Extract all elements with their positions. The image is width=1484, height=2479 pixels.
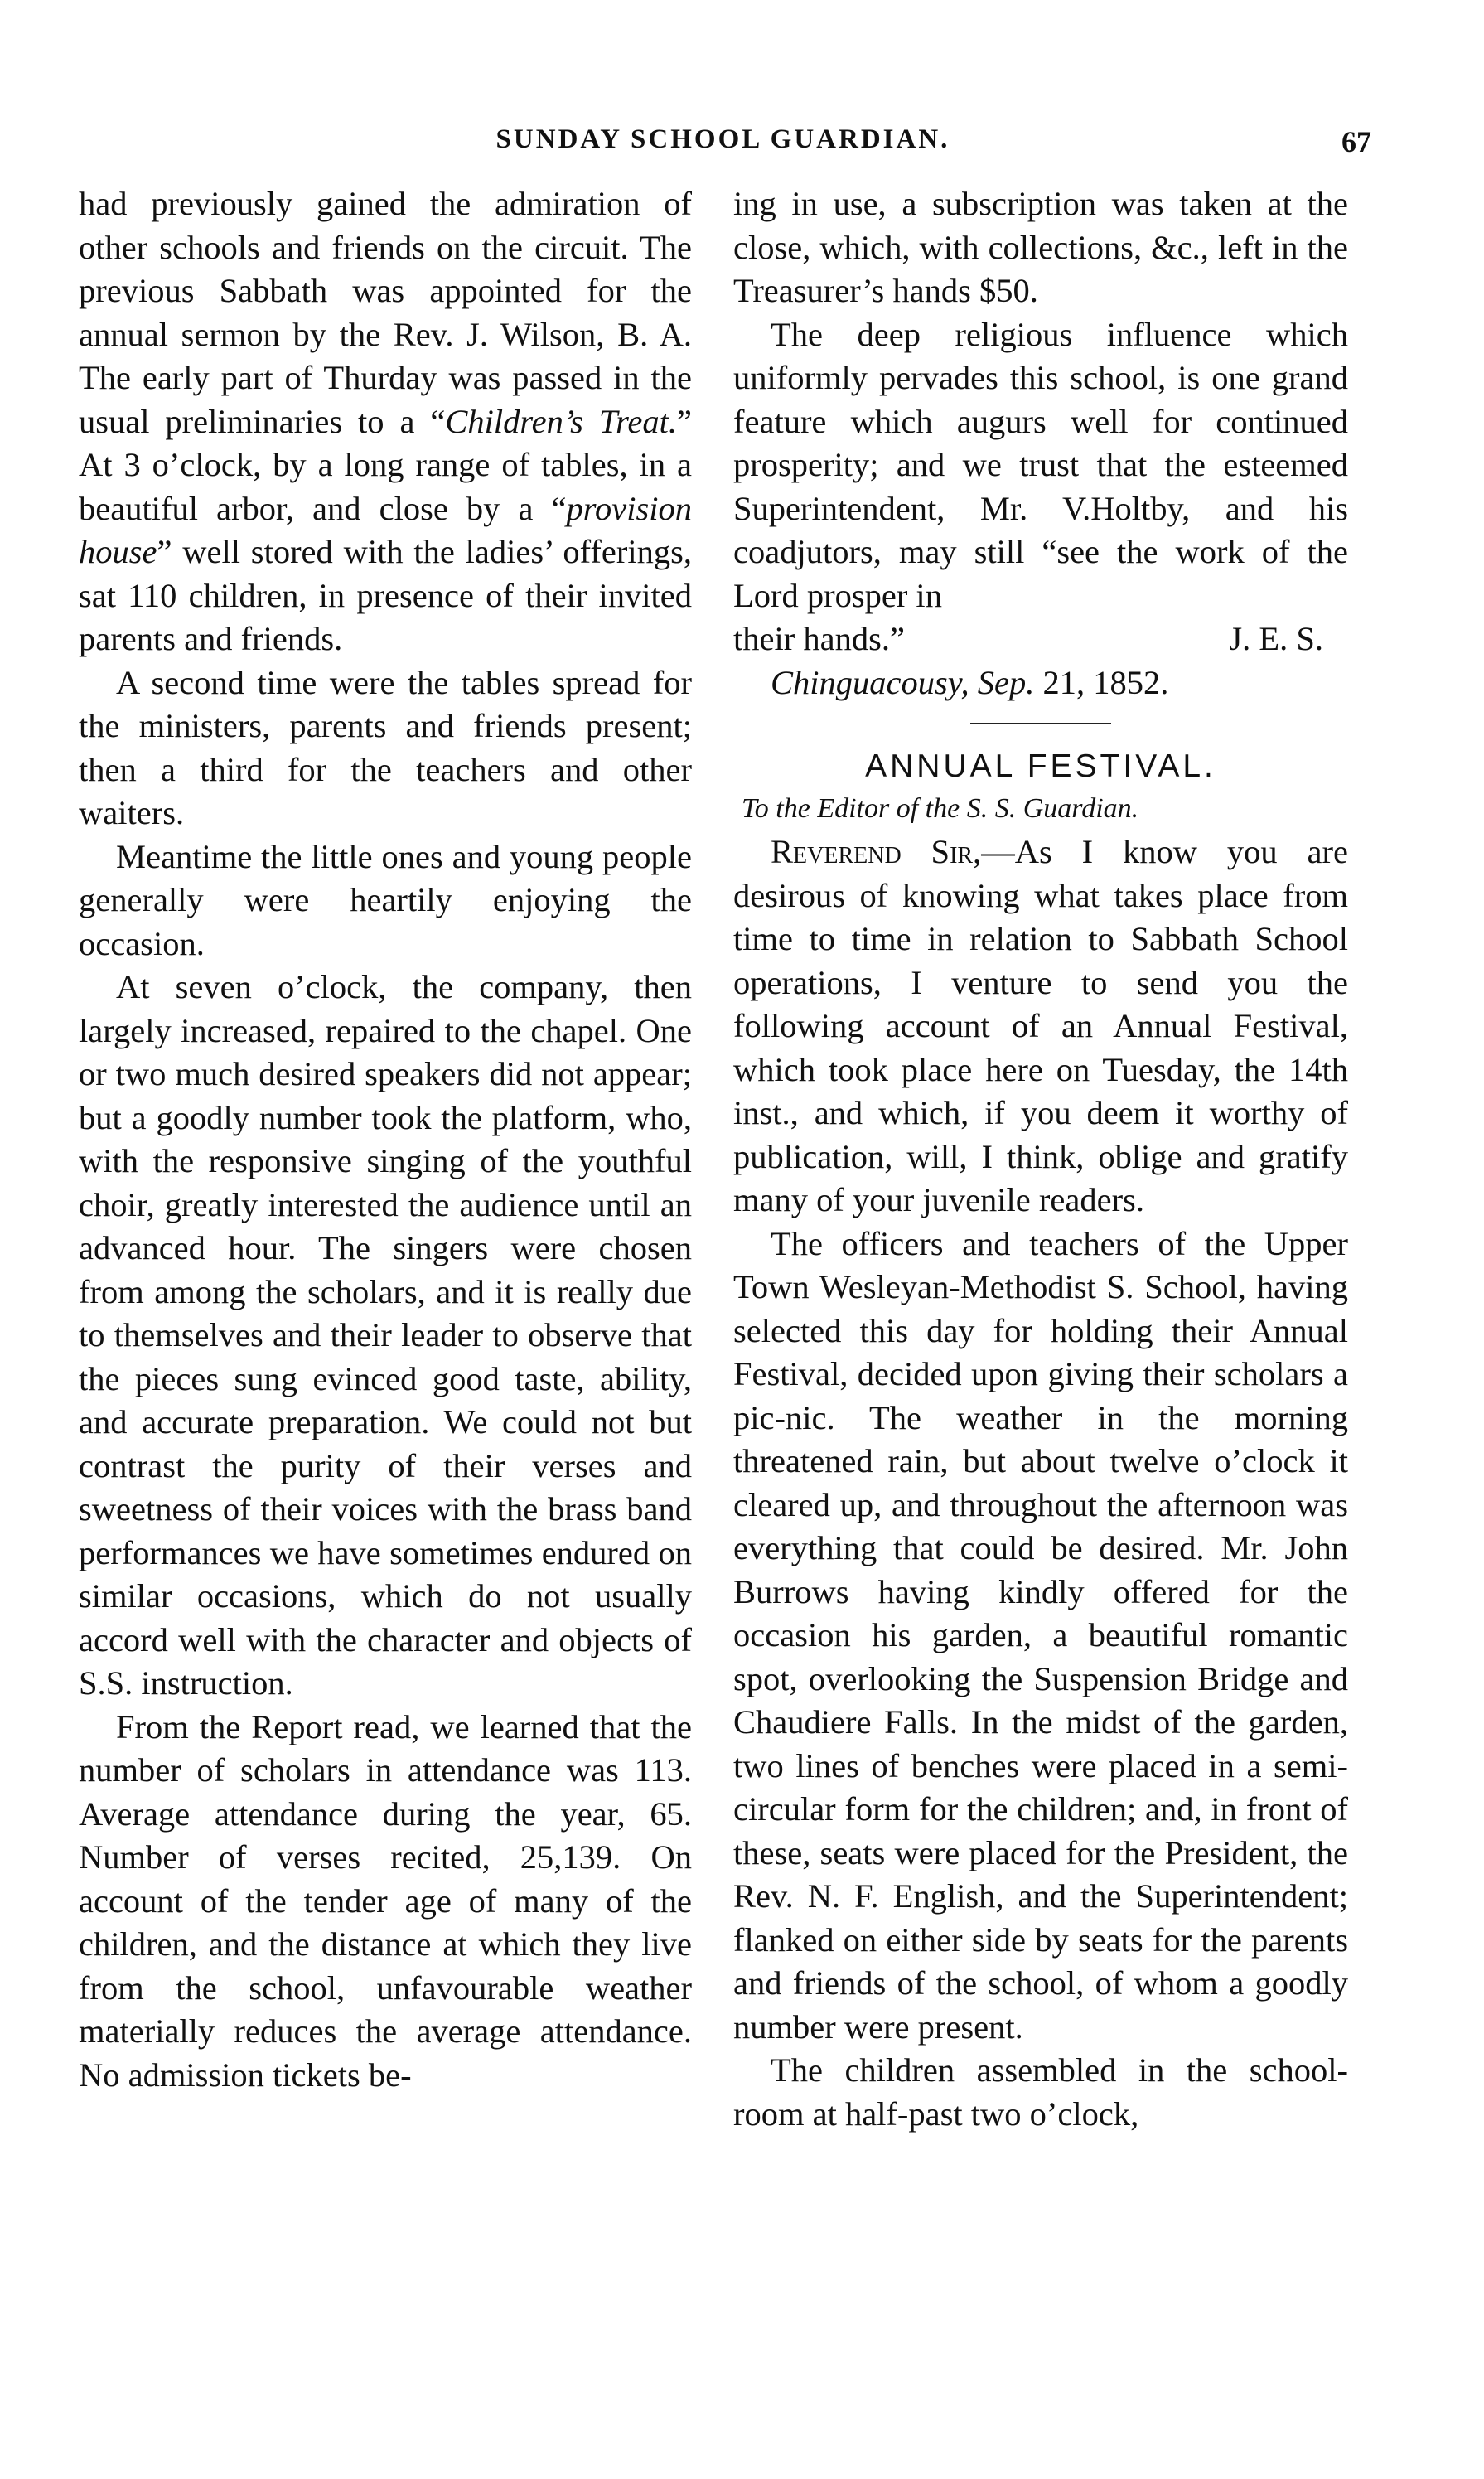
running-title: SUNDAY SCHOOL GUARDIAN. — [495, 124, 950, 154]
addressee-line: To the Editor of the S. S. Guardian. — [742, 793, 1139, 824]
paragraph: Reverend Sir,—As I know you are desirous of knowing what takes place from time to time in relation to Sabbath School operations, I venture to send you the following account of an Annual Festival, which took place here on Tuesday, the 14th inst., and which, if you deem it worthy of publication, will, I think, oblige and gratify many of your juvenile readers. — [733, 833, 1349, 1218]
paragraph: had previously gained the admiration of other schools and friends on the circuit. The previous Sabbath was appointed for the annual sermon by the Rev. J. Wilson, B. A. The early part of Thurday was passed in the usual preliminaries to a “Children’s Treat.” At 3 o’clock, by a long range of tables, in a beautiful arbor, and close by a “provision house” well stored with the ladies’ offerings, sat 110 children, in presence of their invited parents and friends. — [79, 185, 692, 657]
paragraph: A second time were the tables spread for the ministers, parents and friends present; then a third for the teachers and other waiters. — [79, 663, 692, 831]
paragraph: At seven o’clock, the company, then largely increased, repaired to the chapel. One or two much desired speakers did not appear; but a goodly number took the platform, who, with the responsive singing of the youthful choir, greatly interested the audience until an advanced hour. The singers were chosen from among the scholars, and it is really due to themselves and their leader to observe that the pieces sung evinced good taste, ability, and accurate preparation. We could not but contrast the purity of their verses and sweetness of their voices with the brass band performances we have sometimes endured on similar occasions, which do not usually accord well with the character and objects of S.S. instruction. — [79, 968, 692, 1702]
paragraph: The deep religious influence which uniformly pervades this school, is one grand feature which augurs well for continued prosperity; and we trust that the esteemed Superintendent, Mr. V.Holtby, and his coadjutors, may still “see the work of the Lord prosper in — [733, 315, 1348, 614]
signature: J. E. S. — [1229, 620, 1323, 657]
signature-line — [733, 617, 1348, 661]
right-column — [733, 182, 1348, 2136]
italic-phrase: provision house — [79, 489, 692, 570]
paragraph: ing in use, a subscription was taken at the close, which, with collections, &c., left in the Treasurer’s hands $50. — [733, 185, 1348, 309]
closing-quote-text: their hands.” — [733, 620, 905, 657]
page-header — [75, 124, 1371, 174]
left-column — [79, 182, 692, 2097]
section-heading: ANNUAL FESTIVAL. — [865, 748, 1216, 784]
paragraph: The officers and teachers of the Upper Town Wesleyan-Methodist S. School, having selected this day for holding their Annual Festival, decided upon giving their scholars a pic-nic. The weather in the morning threatened rain, but about twelve o’clock it cleared up, and throughout the afternoon was everything that could be desired. Mr. John Burrows having kindly offered for the occasion his garden, a beautiful romantic spot, overlooking the Suspension Bridge and Chaudiere Falls. In the midst of the garden, two lines of benches were placed in a semi-circular form for the children; and, in front of these, seats were placed for the President, the Rev. N. F. English, and the Superintendent; flanked on either side by seats for the parents and friends of the school, of whom a goodly number were present. — [733, 1224, 1348, 2046]
section-divider — [970, 723, 1111, 724]
paragraph: The children assembled in the school-room at half-past two o’clock, — [733, 2051, 1348, 2133]
dateline: Chinguacousy, Sep. 21, 1852. — [771, 663, 1169, 701]
page-number: 67 — [1341, 125, 1371, 158]
italic-phrase: Children’s Treat. — [445, 402, 678, 440]
paragraph: Meantime the little ones and young people generally were heartily enjoying the occasion. — [79, 837, 692, 962]
paragraph: From the Report read, we learned that the number of scholars in attendance was 113. Average attendance during the year, 65. Number of verses recited, 25,139. On account of the tender age of many of the children, and the distance at which they live from the school, unfavourable weather materially reduces the average attendance. No admission tickets be- — [79, 1707, 692, 2094]
salutation: Reverend Sir, — [771, 833, 982, 870]
